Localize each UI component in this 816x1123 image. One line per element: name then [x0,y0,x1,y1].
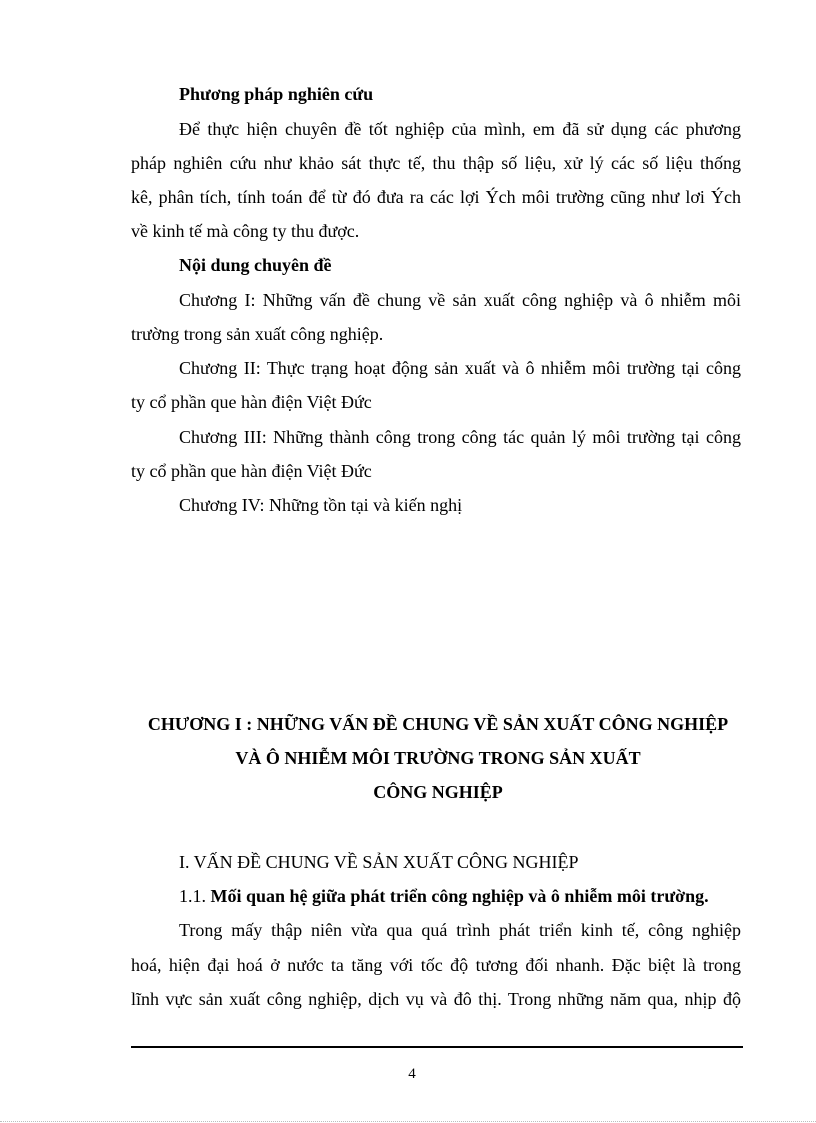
chapter-1-line-1: Chương I: Những vấn đề chung về sản xuất công nghiệp và ô nhiễm môi [179,290,741,310]
methods-heading: Phương pháp nghiên cứu [179,84,374,104]
part-one-heading: I. VẤN ĐỀ CHUNG VỀ SẢN XUẤT CÔNG NGHIỆP [179,852,579,872]
chapter-4-line-1: Chương IV: Những tồn tại và kiến nghị [179,495,463,515]
subsection-number: 1.1. [179,886,206,906]
chapter-1-line-2: trường trong sản xuất công nghiệp. [131,324,384,344]
chapter-title-line-2: VÀ Ô NHIỄM MÔI TRƯỜNG TRONG SẢN XUẤT [235,748,641,768]
footer-rule [131,1046,743,1048]
chapter-title-line-3: CÔNG NGHIỆP [373,782,503,802]
chapter-3-line-1: Chương III: Những thành công trong công tác quản lý môi trường tại công [179,427,741,447]
chapter-2-line-1: Chương II: Thực trạng hoạt động sản xuất và ô nhiễm môi trường tại công [179,358,741,378]
chapter-title-line-1: CHƯƠNG I : NHỮNG VẤN ĐỀ CHUNG VỀ SẢN XUẤT CÔNG NGHIỆP [147,714,729,734]
chapter-3-line-2: ty cổ phần que hàn điện Việt Đức [131,461,372,481]
part-one-paragraph-line-2: hoá, hiện đại hoá ở nước ta tăng với tốc độ tương đối nhanh. Đặc biệt là trong [131,955,741,975]
methods-paragraph-line-4: về kinh tế mà công ty thu được. [131,221,360,241]
part-one-paragraph-line-1: Trong mấy thập niên vừa qua quá trình phát triển kinh tế, công nghiệp [179,920,741,940]
methods-paragraph-line-1: Để thực hiện chuyên đề tốt nghiệp của mình, em đã sử dụng các phương [179,119,741,139]
methods-paragraph-line-2: pháp nghiên cứu như khảo sát thực tế, thu thập số liệu, xử lý các số liệu thống [131,153,741,173]
part-one-paragraph-line-3: lĩnh vực sản xuất công nghiệp, dịch vụ và đô thị. Trong những năm qua, nhịp độ [131,989,741,1009]
methods-paragraph-line-3: kê, phân tích, tính toán để từ đó đưa ra các lợi Ých môi trường cũng như lơi Ých [131,187,741,207]
subsection-heading [179,885,709,907]
contents-heading: Nội dung chuyên đề [179,255,332,275]
subsection-title: Mối quan hệ giữa phát triển công nghiệp và ô nhiễm môi trường. [210,886,709,906]
chapter-2-line-2: ty cổ phần que hàn điện Việt Đức [131,392,372,412]
page-number: 4 [408,1066,416,1082]
page-edge-divider [0,1121,816,1122]
